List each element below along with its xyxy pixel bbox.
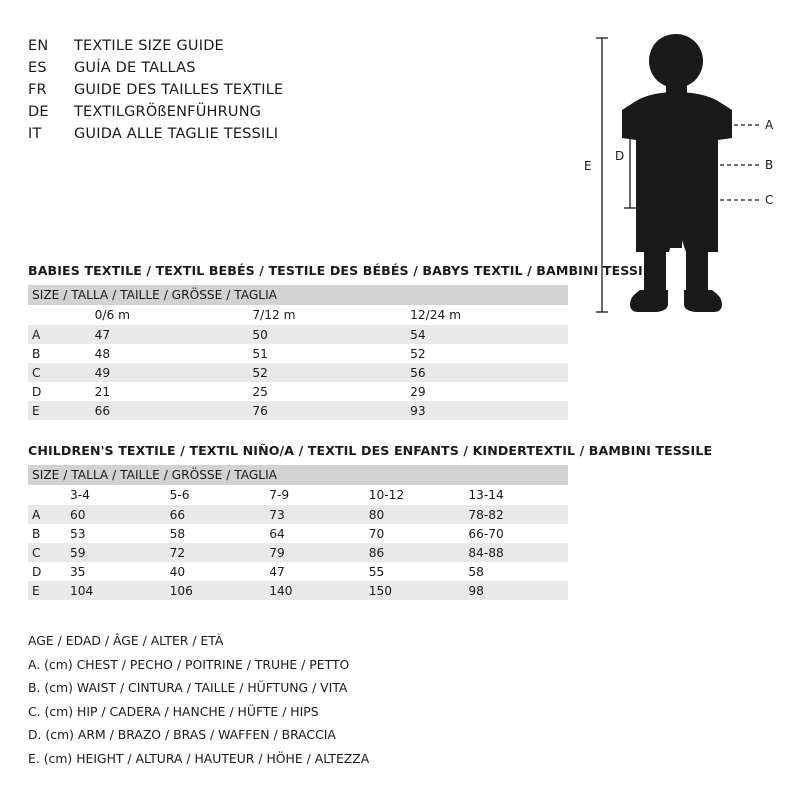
table-column-row: [28, 485, 568, 505]
children-cell-d-1: 40: [170, 562, 270, 581]
children-row-label-e: E: [28, 581, 70, 600]
babies-cell-a-2: 54: [410, 325, 568, 344]
babies-col-1: 7/12 m: [252, 305, 410, 325]
figure-marker-c: C: [765, 193, 774, 207]
children-cell-e-0: 104: [70, 581, 170, 600]
title-lang-de: DE: [28, 104, 49, 120]
legend-item-age: AGE / EDAD / ÂGE / ALTER / ETÀ: [28, 633, 224, 648]
title-block: [28, 38, 448, 148]
children-cell-e-3: 150: [369, 581, 469, 600]
table-row: [28, 363, 568, 382]
title-text-fr: GUIDE DES TAILLES TEXTILE: [74, 82, 284, 98]
babies-cell-a-1: 50: [252, 325, 410, 344]
children-cell-c-4: 84-88: [468, 543, 568, 562]
babies-cell-d-1: 25: [252, 382, 410, 401]
figure-marker-d: D: [615, 149, 625, 163]
babies-cell-c-0: 49: [95, 363, 253, 382]
legend-block: [28, 629, 628, 770]
children-table-header: SIZE / TALLA / TAILLE / GRÖSSE / TAGLIA: [28, 465, 568, 485]
babies-cell-e-2: 93: [410, 401, 568, 420]
title-lang-fr: FR: [28, 82, 47, 98]
children-cell-b-0: 53: [70, 524, 170, 543]
babies-cell-b-2: 52: [410, 344, 568, 363]
table-row: [28, 505, 568, 524]
children-corner-cell: [28, 485, 70, 505]
babies-cell-e-0: 66: [95, 401, 253, 420]
table-row: [28, 562, 568, 581]
title-lang-it: IT: [28, 126, 42, 142]
children-cell-e-2: 140: [269, 581, 369, 600]
children-row-label-c: C: [28, 543, 70, 562]
children-col-4: 13-14: [468, 485, 568, 505]
children-cell-d-3: 55: [369, 562, 469, 581]
title-text-es: GUÍA DE TALLAS: [74, 60, 196, 76]
table-row: [28, 543, 568, 562]
children-cell-c-1: 72: [170, 543, 270, 562]
children-cell-b-4: 66-70: [468, 524, 568, 543]
children-section: [28, 443, 772, 600]
children-cell-a-4: 78-82: [468, 505, 568, 524]
babies-col-2: 12/24 m: [410, 305, 568, 325]
title-row-es: [28, 60, 448, 82]
children-cell-b-3: 70: [369, 524, 469, 543]
figure-marker-b: B: [765, 158, 774, 172]
babies-row-label-c: C: [28, 363, 95, 382]
children-cell-b-1: 58: [170, 524, 270, 543]
children-cell-c-0: 59: [70, 543, 170, 562]
table-row: [28, 581, 568, 600]
children-col-3: 10-12: [369, 485, 469, 505]
title-lang-es: ES: [28, 60, 47, 76]
legend-item-waist: B. (cm) WAIST / CINTURA / TAILLE / HÜFTUNG / VITA: [28, 680, 348, 695]
title-row-fr: [28, 82, 448, 104]
table-header-row: [28, 465, 568, 485]
figure-marker-a: A: [765, 118, 774, 132]
babies-row-label-e: E: [28, 401, 95, 420]
babies-cell-a-0: 47: [95, 325, 253, 344]
children-cell-d-4: 58: [468, 562, 568, 581]
babies-cell-c-2: 56: [410, 363, 568, 382]
children-col-1: 5-6: [170, 485, 270, 505]
children-col-2: 7-9: [269, 485, 369, 505]
babies-col-0: 0/6 m: [95, 305, 253, 325]
babies-row-label-b: B: [28, 344, 95, 363]
title-row-de: [28, 104, 448, 126]
children-cell-e-1: 106: [170, 581, 270, 600]
children-cell-a-2: 73: [269, 505, 369, 524]
title-text-it: GUIDA ALLE TAGLIE TESSILI: [74, 126, 279, 142]
babies-table-header: SIZE / TALLA / TAILLE / GRÖSSE / TAGLIA: [28, 285, 568, 305]
title-text-de: TEXTILGRÖßENFÜHRUNG: [74, 104, 262, 120]
children-section-title: CHILDREN'S TEXTILE / TEXTIL NIÑO/A / TEXTIL DES ENFANTS / KINDERTEXTIL / BAMBINI TESSILE: [28, 443, 713, 458]
table-row: [28, 344, 568, 363]
figure-marker-e: E: [584, 159, 592, 173]
title-row-en: [28, 38, 448, 60]
children-row-label-b: B: [28, 524, 70, 543]
children-cell-a-0: 60: [70, 505, 170, 524]
table-column-row: [28, 305, 568, 325]
legend-item-arm: D. (cm) ARM / BRAZO / BRAS / WAFFEN / BRACCIA: [28, 727, 336, 742]
legend-item-hip: C. (cm) HIP / CADERA / HANCHE / HÜFTE / HIPS: [28, 703, 319, 719]
babies-cell-c-1: 52: [252, 363, 410, 382]
babies-row-label-a: A: [28, 325, 95, 344]
babies-cell-b-0: 48: [95, 344, 253, 363]
children-cell-d-0: 35: [70, 562, 170, 581]
babies-section-title: BABIES TEXTILE / TEXTIL BEBÉS / TESTILE DES BÉBÉS / BABYS TEXTIL / BAMBINI TESSILE: [28, 263, 660, 278]
babies-cell-e-1: 76: [252, 401, 410, 420]
babies-row-label-d: D: [28, 382, 95, 401]
children-row-label-a: A: [28, 505, 70, 524]
babies-corner-cell: [28, 305, 95, 325]
children-cell-a-3: 80: [369, 505, 469, 524]
children-cell-b-2: 64: [269, 524, 369, 543]
babies-cell-b-1: 51: [252, 344, 410, 363]
title-row-it: [28, 126, 448, 148]
children-cell-c-3: 86: [369, 543, 469, 562]
table-row: [28, 401, 568, 420]
table-row: [28, 382, 568, 401]
children-col-0: 3-4: [70, 485, 170, 505]
children-cell-c-2: 79: [269, 543, 369, 562]
children-cell-a-1: 66: [170, 505, 270, 524]
title-text-en: TEXTILE SIZE GUIDE: [74, 38, 224, 54]
table-row: [28, 524, 568, 543]
children-cell-e-4: 98: [468, 581, 568, 600]
babies-section: [28, 263, 772, 420]
legend-item-height: E. (cm) HEIGHT / ALTURA / HAUTEUR / HÖHE / ALTEZZA: [28, 750, 370, 766]
babies-size-table: [28, 285, 568, 420]
table-header-row: [28, 285, 568, 305]
table-row: [28, 325, 568, 344]
babies-cell-d-0: 21: [95, 382, 253, 401]
legend-item-chest: A. (cm) CHEST / PECHO / POITRINE / TRUHE / PETTO: [28, 656, 350, 672]
title-lang-en: EN: [28, 38, 49, 54]
children-cell-d-2: 47: [269, 562, 369, 581]
babies-cell-d-2: 29: [410, 382, 568, 401]
children-size-table: [28, 465, 568, 600]
children-row-label-d: D: [28, 562, 70, 581]
